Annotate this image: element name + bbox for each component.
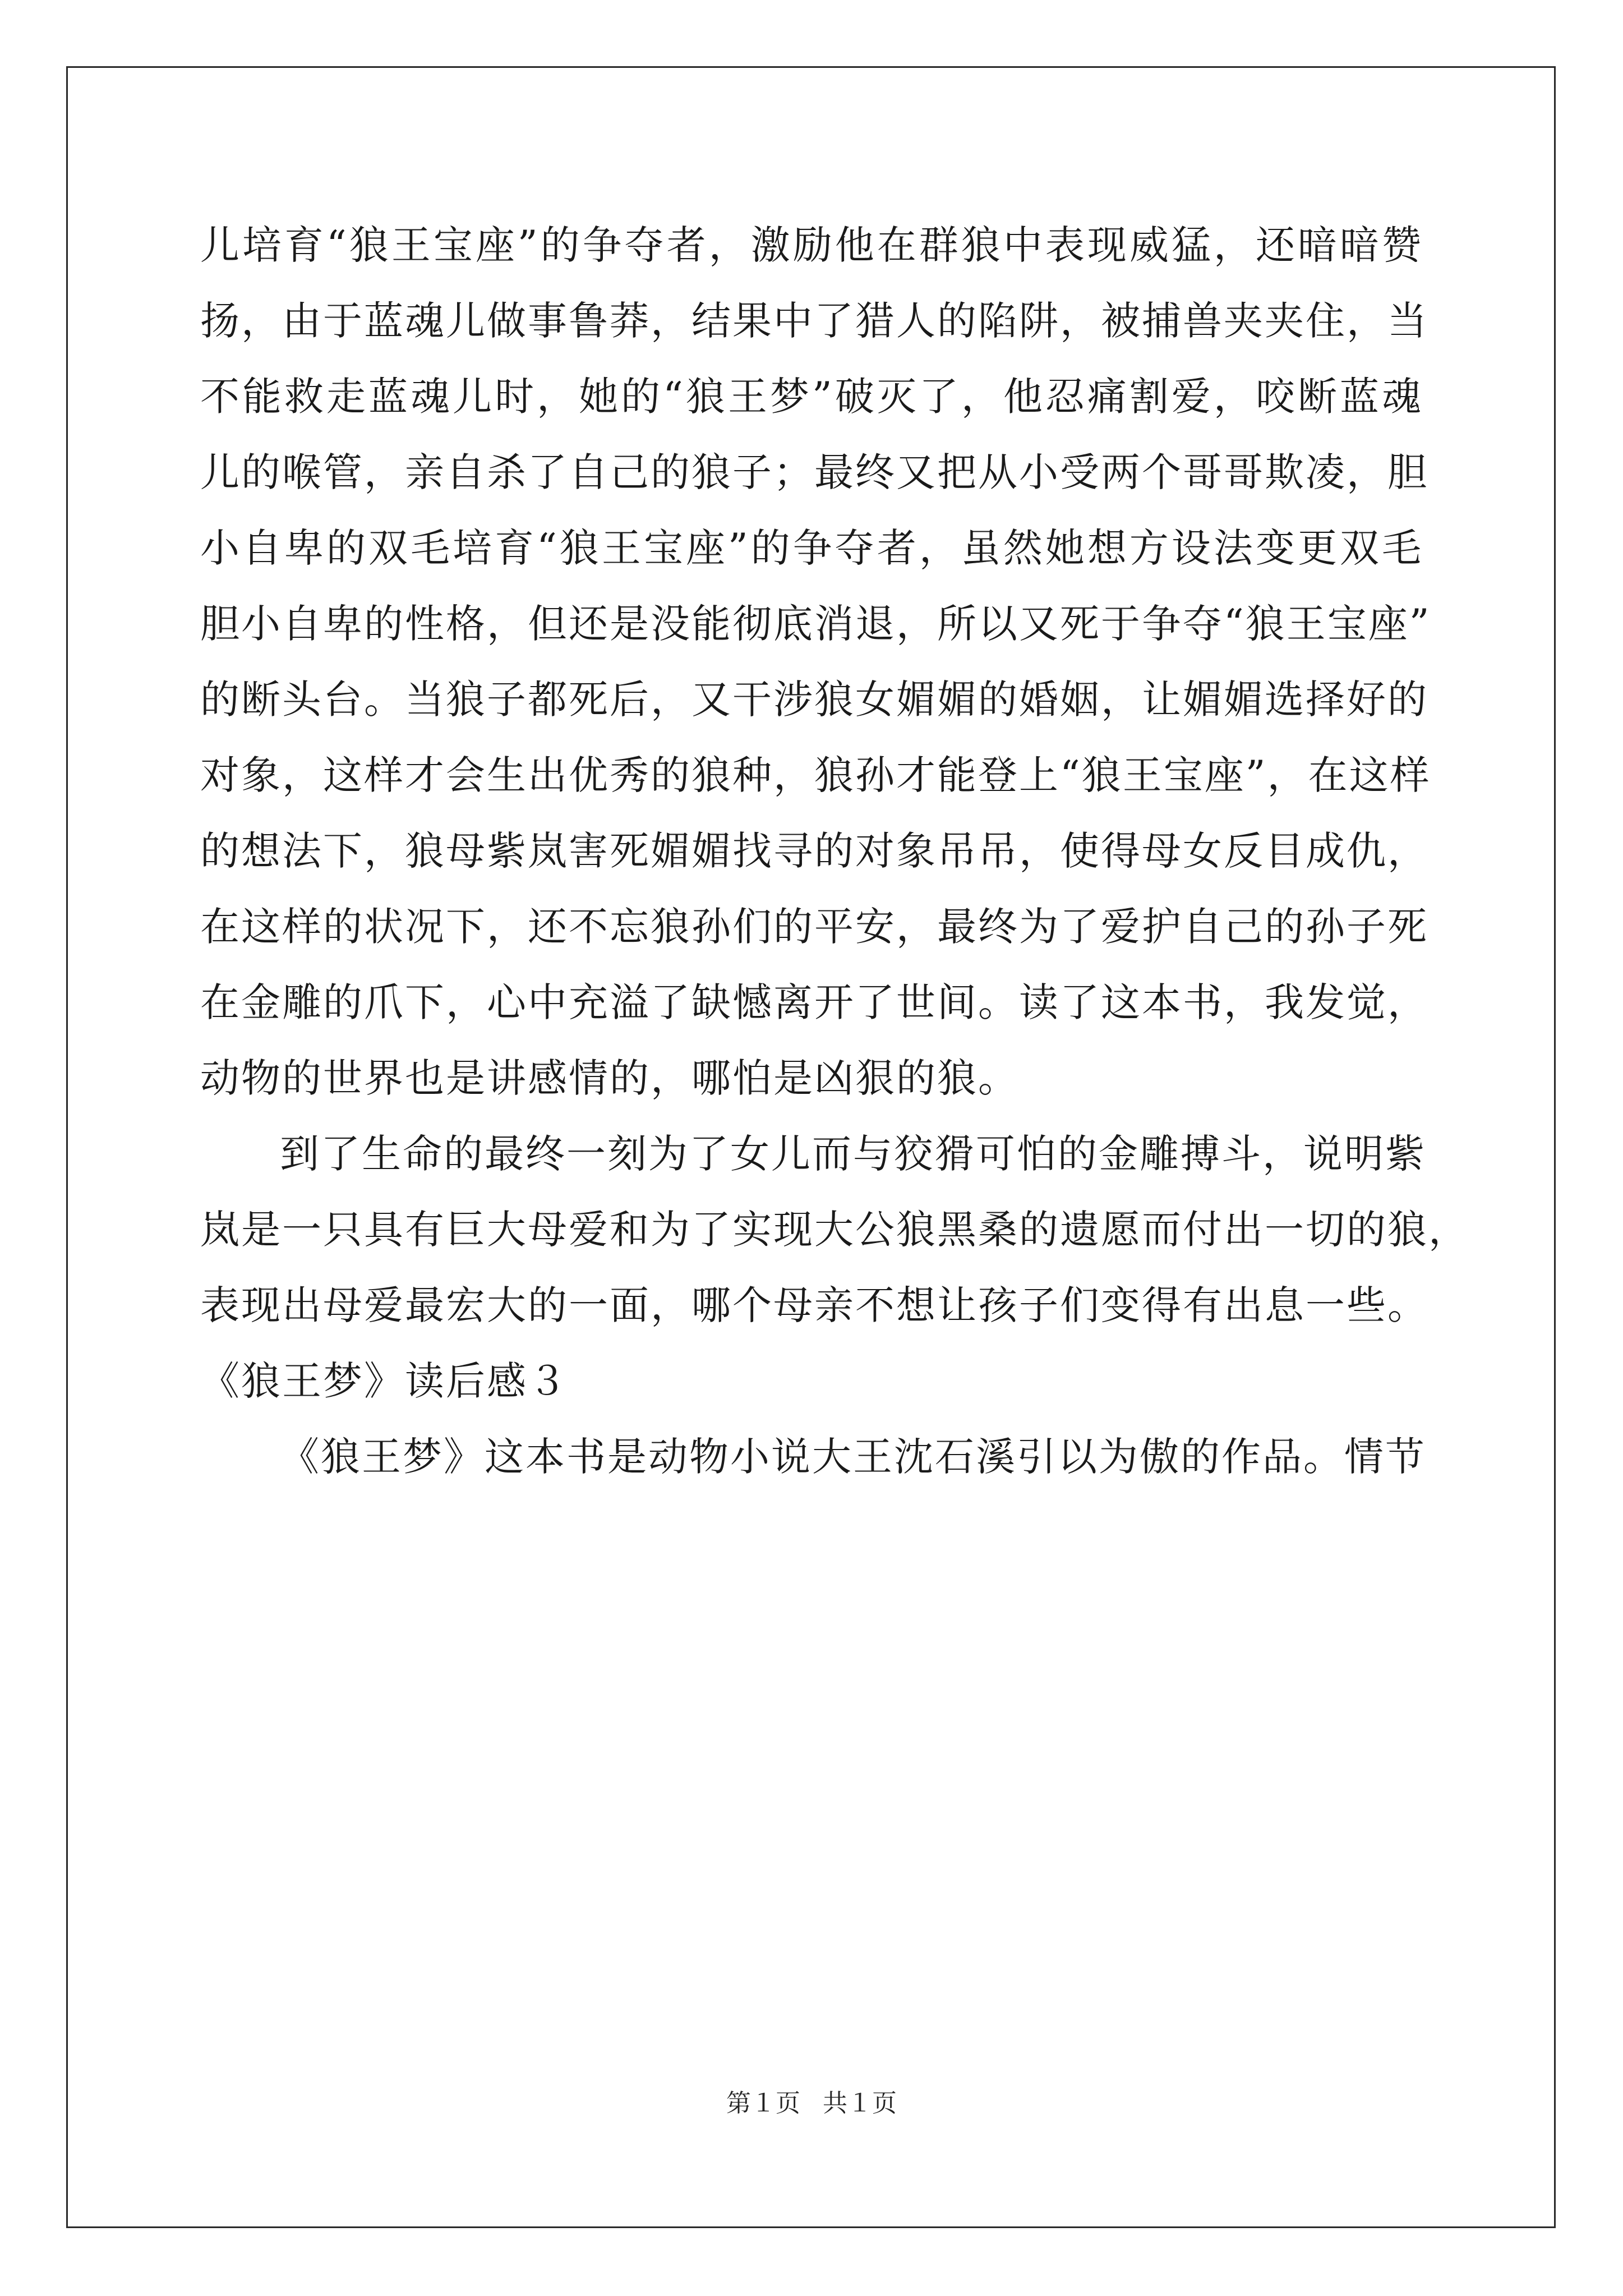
section-heading: 《狼王梦》读后感３ <box>200 1358 569 1404</box>
text-line: 胆小自卑的性格，但还是没能彻底消退，所以又死于争夺“狼王宝座” <box>200 601 1431 647</box>
text-line: 到了生命的最终一刻为了女儿而与狡猾可怕的金雕搏斗，说明紫 <box>280 1131 1426 1177</box>
text-line: 动物的世界也是讲感情的，哪怕是凶狠的狼。 <box>200 1055 1019 1101</box>
document-body <box>200 208 1469 1495</box>
text-line: 儿培育“狼王宝座”的争夺者，激励他在群狼中表现威猛，还暗暗赞 <box>200 222 1423 268</box>
text-line: 在金雕的爪下，心中充溢了缺憾离开了世间。读了这本书，我发觉， <box>200 979 1428 1025</box>
text-line: 的想法下，狼母紫岚害死媚媚找寻的对象吊吊，使得母女反目成仇， <box>200 828 1428 874</box>
page-total: 共１页 <box>823 2089 897 2118</box>
page-footer <box>0 2087 1623 2120</box>
text-line: 对象，这样才会生出优秀的狼种，狼孙才能登上“狼王宝座”，在这样 <box>200 752 1431 798</box>
text-line: 扬，由于蓝魂儿做事鲁莽，结果中了猎人的陷阱，被捕兽夹夹住，当 <box>200 298 1428 344</box>
text-line: 的断头台。当狼子都死后，又干涉狼女媚媚的婚姻，让媚媚选择好的 <box>200 677 1428 723</box>
text-line: 不能救走蓝魂儿时，她的“狼王梦”破灭了，他忍痛割爱，咬断蓝魂 <box>200 374 1423 420</box>
text-line: 在这样的状况下，还不忘狼孙们的平安，最终为了爱护自己的孙子死 <box>200 904 1428 950</box>
page-number: 第１页 <box>726 2089 800 2118</box>
text-line: 儿的喉管，亲自杀了自己的狼子；最终又把从小受两个哥哥欺凌，胆 <box>200 449 1428 495</box>
text-line: 表现出母爱最宏大的一面，哪个母亲不想让孩子们变得有出息一些。 <box>200 1282 1428 1328</box>
text-line: 《狼王梦》这本书是动物小说大王沈石溪引以为傲的作品。情节 <box>280 1434 1426 1480</box>
text-line: 小自卑的双毛培育“狼王宝座”的争夺者，虽然她想方设法变更双毛 <box>200 525 1423 571</box>
text-line: 岚是一只具有巨大母爱和为了实现大公狼黑桑的遗愿而付出一切的狼， <box>200 1207 1469 1253</box>
